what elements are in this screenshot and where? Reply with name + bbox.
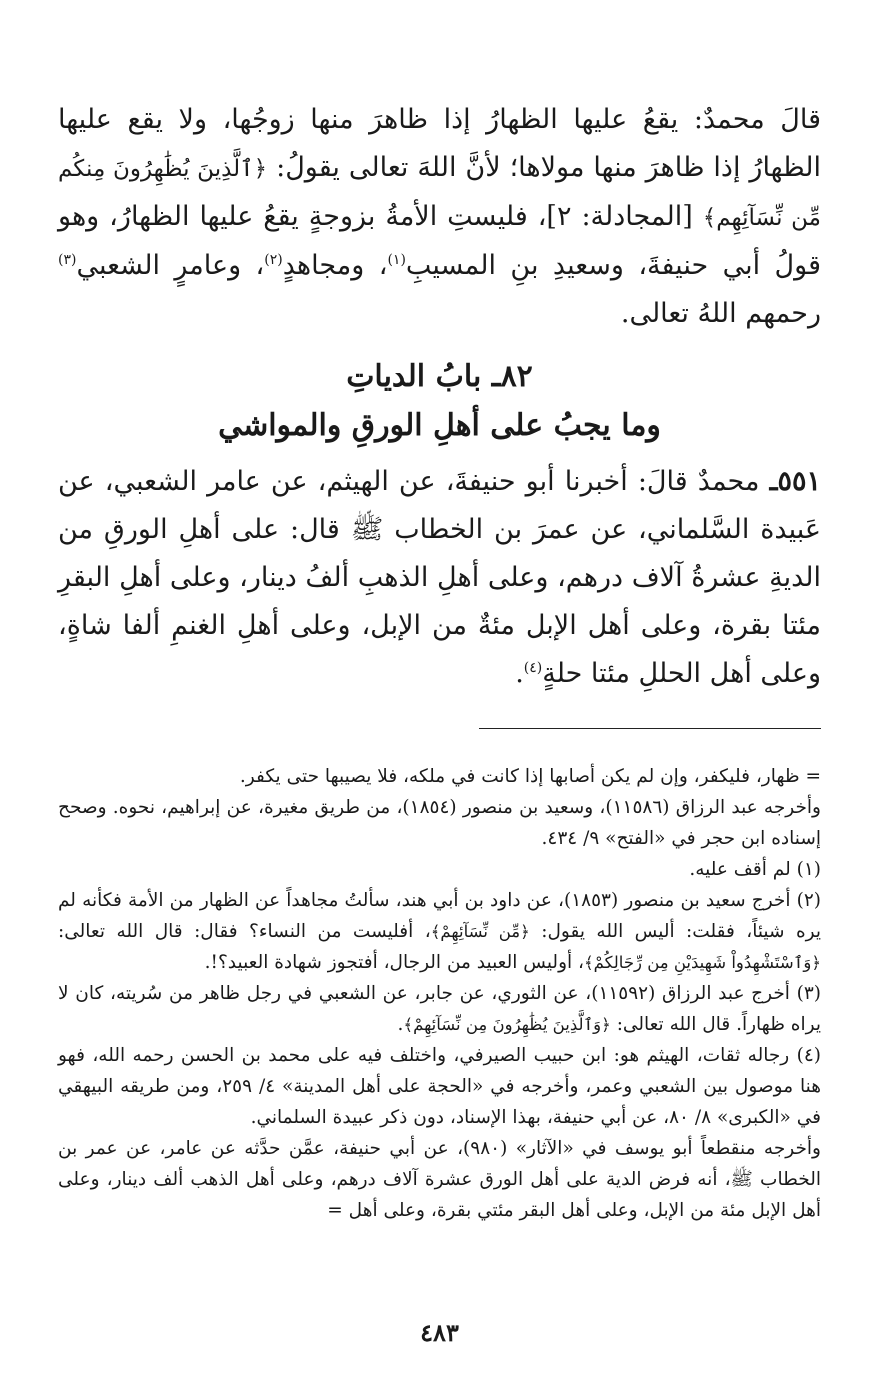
quran-quote: ﴿مِّن نِّسَآئِهِمْ﴾ — [430, 922, 530, 941]
chapter-subtitle: وما يجبُ على أهلِ الورقِ والمواشي — [218, 408, 661, 443]
quran-quote: ﴿وَٱلَّذِينَ يُظَٰهِرُونَ مِن نِّسَآئِهِمْ﴾ — [403, 1015, 611, 1034]
footnote-ref-1[interactable]: (١) — [387, 252, 406, 268]
paragraph-zihar — [58, 96, 821, 338]
footnote-continued-source: وأخرجه عبد الرزاق (١١٥٨٦)، وسعيد بن منصور (١٨٥٤)، من طريق مغيرة، عن إبراهيم، نحوه. وصحح إسناده ابن حجر في «الفتح» ٩/ ٤٣٤. — [58, 797, 821, 849]
main-text — [58, 96, 821, 698]
text-run: (٢) أخرج سعيد بن منصور (١٨٥٣)، عن داود بن أبي هند، سألتُ مجاهداً عن الظهار من الأمة فكأنه لم يره شيئاً، فقلت: أليس الله يقول: — [58, 890, 821, 942]
footnote-4-continued: وأخرجه منقطعاً أبو يوسف في «الآثار» (٩٨٠)، عن أبي حنيفة، عمَّن حدَّثه عن عامر، عن عمر بن الخطاب ﷺ، أنه فرض الدية على أهل الورق عشرة آلاف درهم، وعلى أهل الذهب ألف دينار، وعلى أهل الإبل مئة من الإبل، وعلى أهل البقر مئتي بقرة، وعلى أهل = — [58, 1138, 821, 1221]
text-run: قالَ محمدٌ: يقعُ عليها الظهارُ إذا ظاهرَ منها زوجُها، ولا يقع عليها الظهارُ إذا ظاهرَ منها مولاها؛ لأنَّ اللهَ تعالى يقولُ: — [58, 104, 821, 183]
page-number: ٤٨٣ — [420, 1318, 459, 1347]
text-run: . — [397, 1014, 404, 1035]
footnote-ref-4[interactable]: (٤) — [523, 660, 543, 676]
text-run: ، أوليس العبيد من الرجال، أفتجوز شهادة العبيد؟!. — [204, 952, 584, 973]
footnote-divider — [479, 728, 821, 729]
footnotes — [58, 761, 821, 1226]
footnote-4: (٤) رجاله ثقات، الهيثم هو: ابن حبيب الصيرفي، واختلف فيه على محمد بن الحسن رحمه الله، فهو هنا موصول بين الشعبي وعمر، وأخرجه في «الحجة على أهل المدينة» ٤/ ٢٥٩، ومن طريقه البيهقي في «الكبرى» ٨/ ٨٠، عن أبي حنيفة، بهذا الإسناد، دون ذكر عبيدة السلماني. — [58, 1045, 821, 1128]
paragraph-number: ٥٥١ـ — [769, 466, 821, 497]
footnote-2 — [58, 885, 821, 978]
text-run: محمدٌ قالَ: أخبرنا أبو حنيفةَ، عن الهيثم، عن عامر الشعبي، عن عَبيدة السَّلماني، عن عمرَ بن الخطاب ﷺ قال: على أهلِ الورقِ من الديةِ عشرةُ آلاف درهم، وعلى أهلِ الذهبِ ألفُ دينار، وعلى أهلِ البقرِ مئتا بقرة، وعلى أهل الإبل مئةٌ من الإبل، وعلى أهلِ الغنمِ ألفا شاةٍ، وعلى أهل الحللِ مئتا حلةٍ — [58, 466, 821, 689]
text-run: ، أفليست من النساء؟ فقال: قال الله تعالى: — [58, 921, 431, 942]
text-run: ، ومجاهدٍ — [282, 250, 388, 281]
text-run: (٣) أخرج عبد الرزاق (١١٥٩٢)، عن الثوري، عن جابر، عن الشعبي في رجل ظاهر من سُريته، كان لا يراه ظهاراً. قال الله تعالى: — [58, 983, 821, 1035]
text-run: . — [515, 658, 524, 689]
footnote-ref-3[interactable]: (٣) — [58, 252, 77, 268]
chapter-heading — [58, 352, 821, 450]
text-run: رحمهم اللهُ تعالى. — [620, 298, 821, 329]
text-run: [المجادلة: ٢]، فليستِ الأمةُ بزوجةٍ يقعُ عليها الظهارُ، وهو قولُ أبي حنيفةَ، وسعيدِ بنِ المسيبِ — [58, 201, 821, 281]
text-run: ، وعامرٍ الشعبي — [76, 250, 265, 281]
footnote-ref-2[interactable]: (٢) — [264, 252, 283, 268]
footnote-3 — [58, 978, 821, 1040]
quran-quote: ﴿وَٱسْتَشْهِدُواْ شَهِيدَيْنِ مِن رِّجَالِكُمْ﴾ — [584, 953, 821, 972]
chapter-title: ٨٢ـ بابُ الدياتِ — [346, 359, 533, 394]
footnote-1: (١) لم أقف عليه. — [689, 859, 821, 880]
paragraph-551 — [58, 458, 821, 698]
footnote-continued: = ظهار، فليكفر، وإن لم يكن أصابها إذا كانت في ملكه، فلا يصيبها حتى يكفر. — [239, 766, 821, 787]
quran-quote: ﴿ٱلَّذِينَ يُظَٰهِرُونَ مِنكُم مِّن نِّسَآئِهِم﴾ — [58, 156, 821, 231]
